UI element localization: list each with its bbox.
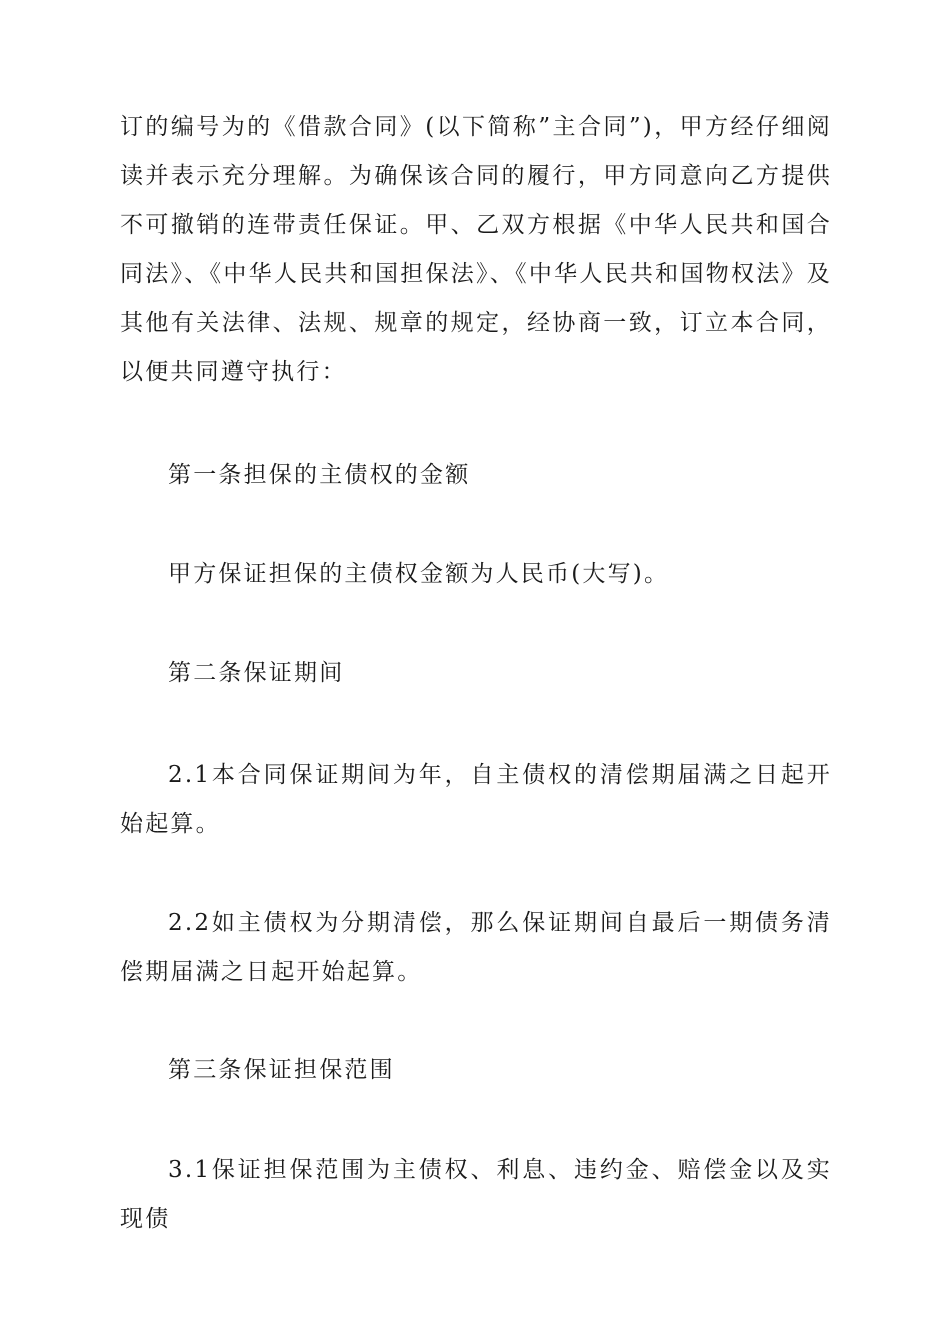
article-3-heading: 第三条保证担保范围	[168, 1057, 395, 1083]
paragraph-intro: 订的编号为的《借款合同》(以下简称”主合同”)，甲方经仔细阅读并表示充分理解。为确保该合同的履行，甲方同意向乙方提供不可撤销的连带责任保证。甲、乙双方根据《中华人民共和国合同法》、《中华人民共和国担保法》、《中华人民共和国物权法》及其他有关法律、法规、规章的规定，经协商一致，订立本合同，以便共同遵守执行：	[120, 114, 832, 385]
clause-2-1: 2.1本合同保证期间为年，自主债权的清偿期届满之日起开始起算。	[120, 762, 832, 837]
article-1-heading: 第一条担保的主债权的金额	[168, 462, 471, 488]
article-2-heading: 第二条保证期间	[168, 660, 345, 686]
clause-3-1: 3.1保证担保范围为主债权、利息、违约金、赔偿金以及实现债	[120, 1157, 832, 1232]
clause-2-2: 2.2如主债权为分期清偿，那么保证期间自最后一期债务清偿期届满之日起开始起算。	[120, 910, 832, 985]
article-1-body: 甲方保证担保的主债权金额为人民币(大写)。	[168, 561, 670, 587]
